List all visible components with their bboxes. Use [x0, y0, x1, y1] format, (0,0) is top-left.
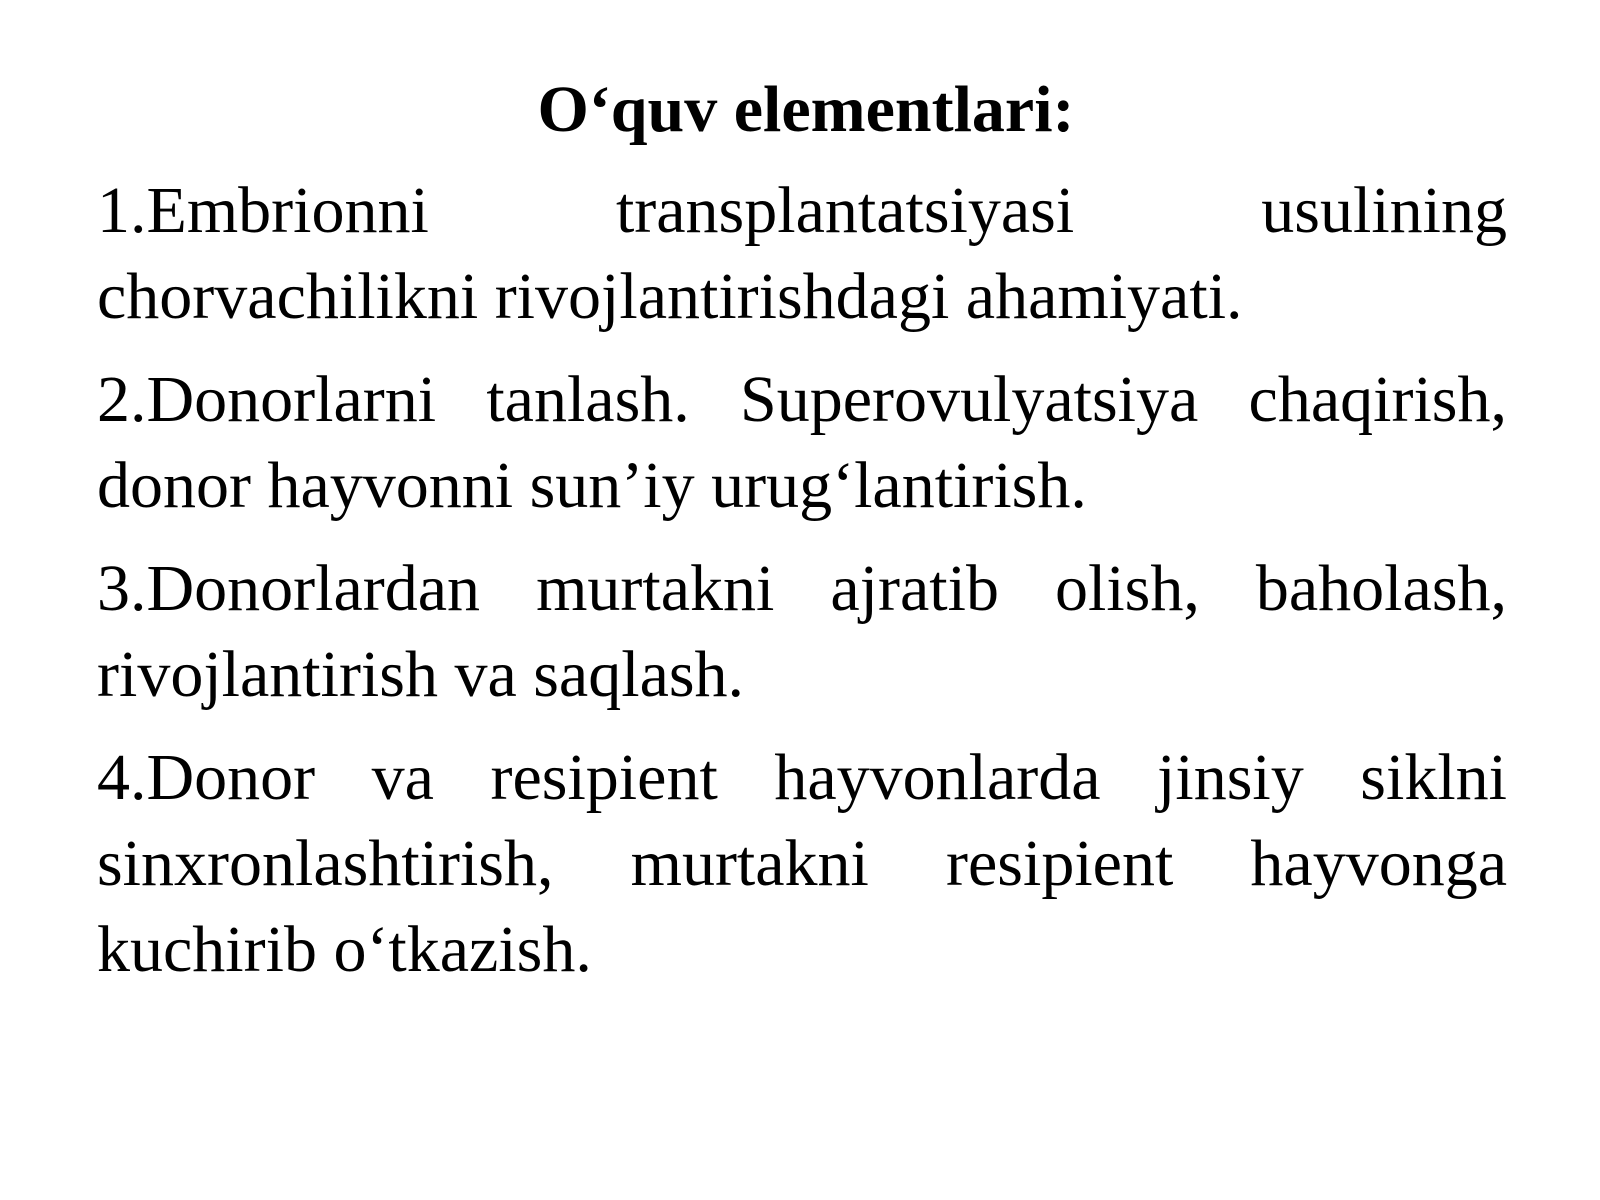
list-item-4: 4.Donor va resipient hayvonlarda jinsiy siklni sinxronlashtirish, murtakni resipient hayvonga kuchirib o‘tkazish.: [97, 741, 1507, 986]
slide-title: O‘quv elementlari:: [537, 73, 1075, 146]
list-item-1: 1.Embrionni transplantatsiyasi usulining chorvachilikni rivojlantirishdagi ahamiyati.: [97, 174, 1507, 333]
list-item-3: 3.Donorlardan murtakni ajratib olish, baholash, rivojlantirish va saqlash.: [97, 552, 1507, 711]
learning-elements-list: [97, 168, 1507, 1010]
list-item-2: 2.Donorlarni tanlash. Superovulyatsiya chaqirish, donor hayvonni sun’iy urug‘lantirish.: [97, 363, 1507, 522]
